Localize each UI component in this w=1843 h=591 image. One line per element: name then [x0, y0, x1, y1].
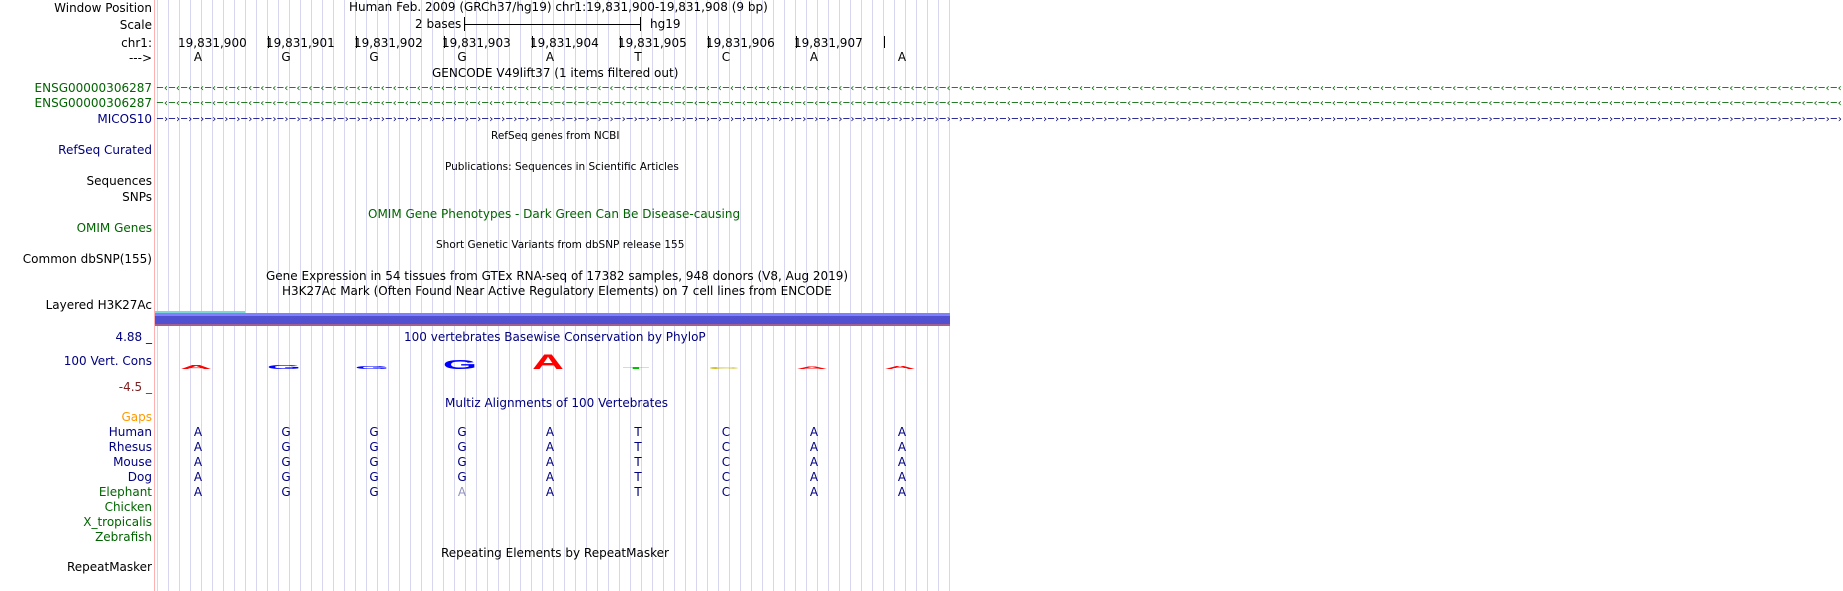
alignment-base: A: [193, 425, 203, 439]
position-tick-label: 19,831,904: [530, 36, 599, 50]
gencode-item-label-1[interactable]: ENSG00000306287: [34, 81, 152, 95]
alignment-base: A: [809, 440, 819, 454]
repeatmasker-label[interactable]: RepeatMasker: [66, 560, 152, 574]
alignment-base: A: [809, 425, 819, 439]
alignment-base: A: [897, 485, 907, 499]
reference-base: G: [281, 50, 291, 64]
position-tick-label: 19,831,900: [178, 36, 247, 50]
alignment-base: C: [721, 485, 731, 499]
alignment-base: G: [369, 485, 379, 499]
alignment-base: G: [457, 470, 467, 484]
alignment-base: G: [281, 440, 291, 454]
alignment-base: G: [281, 485, 291, 499]
alignment-base: A: [545, 440, 555, 454]
species-label[interactable]: X_tropicalis: [83, 515, 152, 529]
omim-track-title[interactable]: OMIM Gene Phenotypes - Dark Green Can Be Disease-causing: [368, 207, 741, 221]
species-label[interactable]: Rhesus: [108, 440, 152, 454]
alignment-base: C: [721, 440, 731, 454]
alignment-base: A: [809, 455, 819, 469]
alignment-base: G: [281, 470, 291, 484]
alignment-base: G: [457, 455, 467, 469]
publications-track-title[interactable]: Publications: Sequences in Scientific Articles: [445, 161, 679, 173]
position-tick-label: 19,831,906: [706, 36, 775, 50]
reference-base: A: [193, 50, 203, 64]
alignment-base: T: [634, 470, 642, 484]
position-tick-label: 19,831,903: [442, 36, 511, 50]
repeatmasker-track-title[interactable]: Repeating Elements by RepeatMasker: [441, 546, 669, 560]
dbsnp-track-title[interactable]: Short Genetic Variants from dbSNP release 155: [436, 239, 685, 251]
refseq-curated-label[interactable]: RefSeq Curated: [58, 143, 152, 157]
refseq-track-title[interactable]: RefSeq genes from NCBI: [491, 130, 620, 142]
h3k27ac-label[interactable]: Layered H3K27Ac: [45, 298, 152, 312]
alignment-base: C: [721, 455, 731, 469]
alignment-base: T: [634, 485, 642, 499]
alignment-base: G: [369, 425, 379, 439]
species-label[interactable]: Mouse: [113, 455, 152, 469]
alignment-base: A: [193, 440, 203, 454]
species-label[interactable]: Zebrafish: [95, 530, 152, 544]
phylop-letter: T: [622, 366, 650, 370]
position-tick-label: 19,831,902: [354, 36, 423, 50]
phylop-letter: A: [180, 363, 212, 371]
scale-assembly: hg19: [650, 17, 681, 31]
common-dbsnp-label[interactable]: Common dbSNP(155): [22, 252, 152, 266]
alignment-base: G: [457, 425, 467, 439]
alignment-base: T: [634, 425, 642, 439]
phylop-min-label: -4.5 _: [118, 380, 152, 394]
species-label[interactable]: Chicken: [104, 500, 152, 514]
alignment-base: G: [369, 455, 379, 469]
omim-genes-label[interactable]: OMIM Genes: [76, 221, 152, 235]
alignment-base: A: [809, 485, 819, 499]
reference-base: C: [721, 50, 731, 64]
gtex-track-title[interactable]: Gene Expression in 54 tissues from GTEx RNA-seq of 17382 samples, 948 donors (V8, Aug 2019): [266, 269, 849, 283]
multiz-track-title[interactable]: Multiz Alignments of 100 Vertebrates: [445, 396, 669, 410]
alignment-base: A: [545, 455, 555, 469]
alignment-base: A: [897, 440, 907, 454]
phylop-letter: G: [442, 357, 478, 372]
phylop-letter: A: [884, 365, 916, 370]
alignment-base: G: [369, 470, 379, 484]
gencode-track-title[interactable]: GENCODE V49lift37 (1 items filtered out): [432, 66, 679, 80]
reference-base: G: [369, 50, 379, 64]
alignment-base: T: [634, 455, 642, 469]
phylop-letter: G: [354, 365, 390, 370]
alignment-base: T: [634, 440, 642, 454]
gencode-feature-2[interactable]: ─‹─‹─‹─‹─‹─‹─‹─‹─‹─‹─‹─‹─‹─‹─‹─‹─‹─‹─‹─‹─‹─‹─‹─‹─‹─‹─‹─‹─‹─‹─‹─‹─‹─‹─‹─‹─‹─‹─‹─‹─‹─‹─‹─‹─‹─‹─‹─‹─‹─‹─‹─‹─‹─‹─‹─‹─‹─‹─‹─‹─‹─‹─‹─‹─‹─‹─‹─‹─‹─‹─‹─‹─‹─‹─‹─‹─‹─‹─‹─‹─‹─‹─‹─‹─‹─‹─‹─‹─‹─‹─‹─‹─‹─‹─‹─‹─‹─‹─‹─‹─‹─‹─‹─‹─‹─‹─‹─‹─‹─‹─‹─‹─‹─‹─‹─‹─‹─‹─‹─‹─‹─‹─‹─‹─‹─‹─‹─‹─‹─‹─‹─‹─‹─‹─‹─‹─‹─‹─‹─‹: [157, 98, 1843, 109]
species-label[interactable]: Human: [108, 425, 152, 439]
gencode-item-label-2[interactable]: ENSG00000306287: [34, 96, 152, 110]
species-label[interactable]: Elephant: [98, 485, 152, 499]
alignment-base: A: [193, 455, 203, 469]
reference-base: A: [809, 50, 819, 64]
gencode-feature-3[interactable]: ─›─›─›─›─›─›─›─›─›─›─›─›─›─›─›─›─›─›─›─›─›─›─›─›─›─›─›─›─›─›─›─›─›─›─›─›─›─›─›─›─›─›─›─›─›─›─›─›─›─›─›─›─›─›─›─›─›─›─›─›─›─›─›─›─›─›─›─›─›─›─›─›─›─›─›─›─›─›─›─›─›─›─›─›─›─›─›─›─›─›─›─›─›─›─›─›─›─›─›─›─›─›─›─›─›─›─›─›─›─›─›─›─›─›─›─›─›─›─›─›─›─›─›─›─›─›─›─›─›─›─›─›─›─›─›─›─›─›─›─›: [157, 114, 1843, 125]
alignment-base: A: [897, 455, 907, 469]
reference-base: G: [457, 50, 467, 64]
phylop-letter: A: [532, 350, 564, 374]
alignment-base: A: [545, 470, 555, 484]
phylop-track-label[interactable]: 100 Vert. Cons: [63, 354, 152, 368]
window-position-text: Human Feb. 2009 (GRCh37/hg19) chr1:19,831,900-19,831,908 (9 bp): [349, 0, 768, 14]
scale-label: Scale: [119, 18, 152, 32]
h3k27ac-track-title[interactable]: H3K27Ac Mark (Often Found Near Active Regulatory Elements) on 7 cell lines from ENCODE: [282, 284, 832, 298]
alignment-base: A: [545, 485, 555, 499]
phylop-letter: A: [796, 365, 828, 370]
alignment-base: A: [897, 470, 907, 484]
alignment-base: A: [193, 485, 203, 499]
alignment-base: A: [897, 425, 907, 439]
alignment-base: G: [281, 425, 291, 439]
sequences-label[interactable]: Sequences: [86, 174, 152, 188]
alignment-base: G: [457, 440, 467, 454]
alignment-base: A: [809, 470, 819, 484]
strand-label: --->: [128, 51, 152, 65]
alignment-base: G: [369, 440, 379, 454]
species-label[interactable]: Dog: [127, 470, 152, 484]
position-tick-label: 19,831,901: [266, 36, 335, 50]
reference-base: A: [545, 50, 555, 64]
position-tick-label: 19,831,907: [794, 36, 863, 50]
gaps-label[interactable]: Gaps: [121, 410, 152, 424]
position-tick-label: 19,831,905: [618, 36, 687, 50]
alignment-base: C: [721, 470, 731, 484]
chrom-label: chr1:: [121, 36, 152, 50]
alignment-base: C: [721, 425, 731, 439]
phylop-letter: G: [266, 363, 302, 371]
alignment-base: A: [457, 485, 467, 499]
gencode-item-label-3[interactable]: MICOS10: [97, 112, 152, 126]
alignment-base: A: [193, 470, 203, 484]
phylop-max-label: 4.88 _: [115, 330, 152, 344]
phylop-track-title[interactable]: 100 vertebrates Basewise Conservation by PhyloP: [404, 330, 706, 344]
reference-base: A: [897, 50, 907, 64]
gencode-feature-1[interactable]: ─‹─‹─‹─‹─‹─‹─‹─‹─‹─‹─‹─‹─‹─‹─‹─‹─‹─‹─‹─‹─‹─‹─‹─‹─‹─‹─‹─‹─‹─‹─‹─‹─‹─‹─‹─‹─‹─‹─‹─‹─‹─‹─‹─‹─‹─‹─‹─‹─‹─‹─‹─‹─‹─‹─‹─‹─‹─‹─‹─‹─‹─‹─‹─‹─‹─‹─‹─‹─‹─‹─‹─‹─‹─‹─‹─‹─‹─‹─‹─‹─‹─‹─‹─‹─‹─‹─‹─‹─‹─‹─‹─‹─‹─‹─‹─‹─‹─‹─‹─‹─‹─‹─‹─‹─‹─‹─‹─‹─‹─‹─‹─‹─‹─‹─‹─‹─‹─‹─‹─‹─‹─‹─‹─‹─‹─‹─‹─‹─‹─‹─‹─‹─‹─‹─‹─‹─‹─‹─‹─‹: [157, 83, 1843, 94]
scale-bases: 2 bases: [415, 17, 462, 31]
alignment-base: G: [281, 455, 291, 469]
phylop-letter: C: [708, 366, 740, 370]
snps-label[interactable]: SNPs: [122, 190, 152, 204]
window-position-label: Window Position: [54, 1, 152, 15]
reference-base: T: [634, 50, 642, 64]
alignment-base: A: [545, 425, 555, 439]
